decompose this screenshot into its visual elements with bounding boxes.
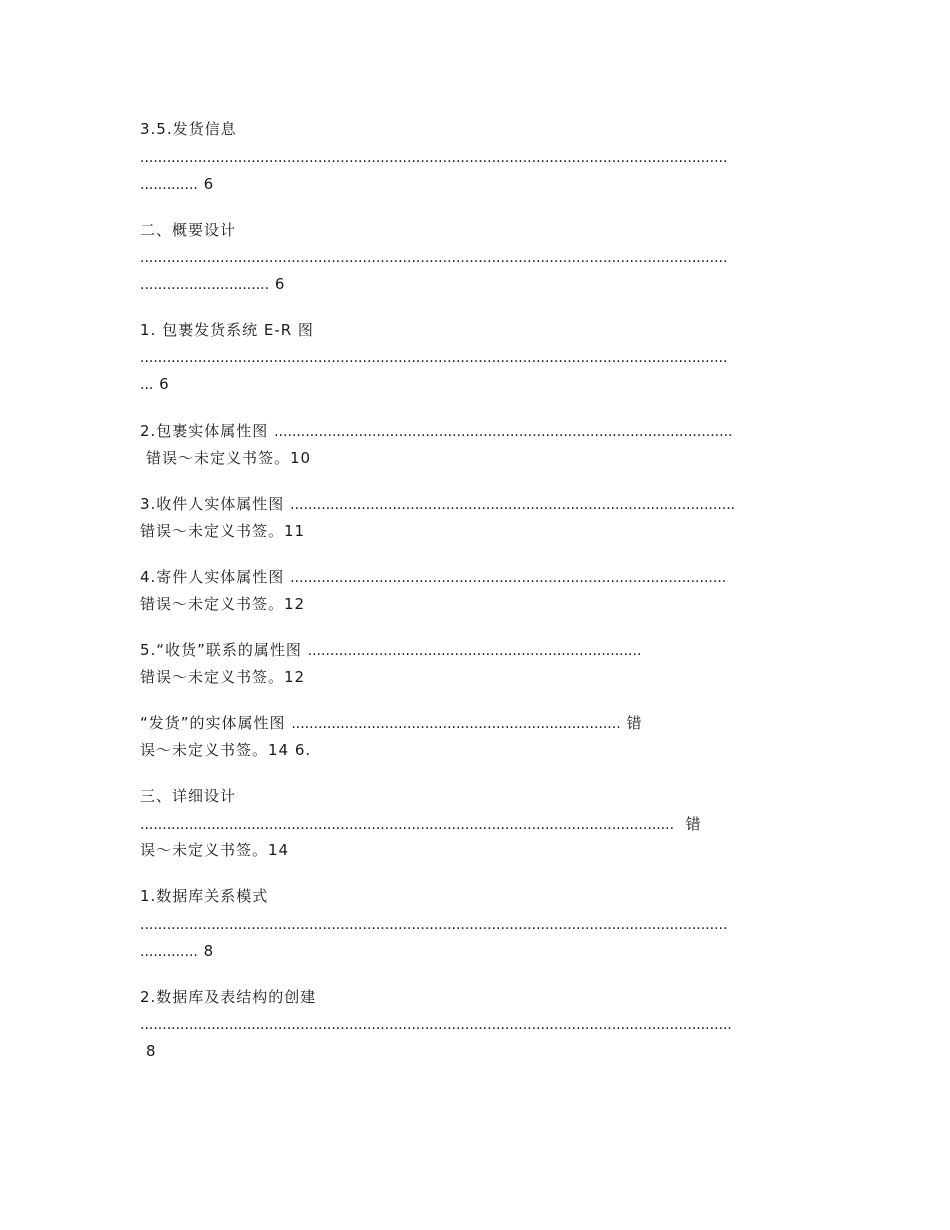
- toc-error-text: 误～未定义书签。14 6.: [140, 741, 312, 759]
- toc-dot-leader: ...: [140, 377, 154, 393]
- toc-entry-title: “发货”的实体属性图: [140, 714, 286, 732]
- toc-entry[interactable]: [140, 495, 735, 514]
- toc-entry-page[interactable]: [140, 175, 214, 194]
- toc-entry-title[interactable]: 1.数据库关系模式: [140, 887, 269, 905]
- toc-entry-title[interactable]: 3.5.发货信息: [140, 120, 237, 138]
- toc-dot-leader: ....................................................................................................................................: [140, 250, 728, 266]
- toc-entry-title[interactable]: 三、详细设计: [140, 787, 237, 805]
- toc-entry-title[interactable]: 2.数据库及表结构的创建: [140, 988, 317, 1006]
- toc-error-prefix: 错: [626, 714, 643, 732]
- toc-entry-title[interactable]: 1. 包裹发货系统 E-R 图: [140, 321, 314, 339]
- toc-entry[interactable]: [140, 568, 726, 587]
- toc-entry-page[interactable]: [140, 275, 285, 294]
- toc-dot-leader: ..........................................................................: [291, 716, 621, 732]
- toc-dot-leader: .......................................................................................................: [274, 424, 733, 440]
- toc-dot-leader: .....................................................................................................................................: [140, 1017, 732, 1033]
- toc-error-text: 错误～未定义书签。12: [140, 668, 306, 686]
- toc-dot-leader-line: [140, 815, 702, 834]
- toc-dot-leader: ....................................................................................................: [290, 497, 736, 513]
- toc-dot-leader: .............: [140, 177, 198, 193]
- toc-error-text: 误～未定义书签。14: [140, 841, 290, 859]
- toc-dot-leader: ....................................................................................................................................: [140, 917, 728, 933]
- toc-entry-title: 2.包裹实体属性图: [140, 422, 269, 440]
- toc-entry-title[interactable]: 二、概要设计: [140, 221, 237, 239]
- toc-entry[interactable]: [140, 641, 641, 660]
- toc-entry-title: 3.收件人实体属性图: [140, 495, 285, 513]
- toc-dot-leader: ..................................................................................................: [290, 570, 727, 586]
- toc-page-number: 6: [274, 275, 286, 293]
- toc-entry-page[interactable]: [140, 375, 170, 394]
- toc-entry-title: 4.寄件人实体属性图: [140, 568, 285, 586]
- toc-dot-leader: .............................: [140, 277, 270, 293]
- toc-page-number: 6: [159, 375, 170, 393]
- toc-dot-leader: ...........................................................................: [307, 643, 642, 659]
- toc-dot-leader: ........................................................................................................................: [140, 817, 675, 833]
- toc-page-number[interactable]: 8: [146, 1042, 157, 1060]
- toc-dot-leader: ....................................................................................................................................: [140, 150, 728, 166]
- toc-entry-page[interactable]: [140, 942, 214, 961]
- toc-error-text: 错误～未定义书签。12: [140, 595, 306, 613]
- toc-error-text: 错误～未定义书签。10: [146, 449, 312, 467]
- toc-error-text: 错误～未定义书签。11: [140, 522, 306, 540]
- toc-entry[interactable]: [140, 714, 642, 733]
- toc-dot-leader: ....................................................................................................................................: [140, 350, 728, 366]
- toc-error-prefix: 错: [685, 815, 702, 833]
- toc-dot-leader: .............: [140, 944, 198, 960]
- toc-page-number: 8: [203, 942, 215, 960]
- toc-entry[interactable]: [140, 422, 732, 441]
- toc-entry-title: 5.“收货”联系的属性图: [140, 641, 302, 659]
- toc-page-number: 6: [203, 175, 215, 193]
